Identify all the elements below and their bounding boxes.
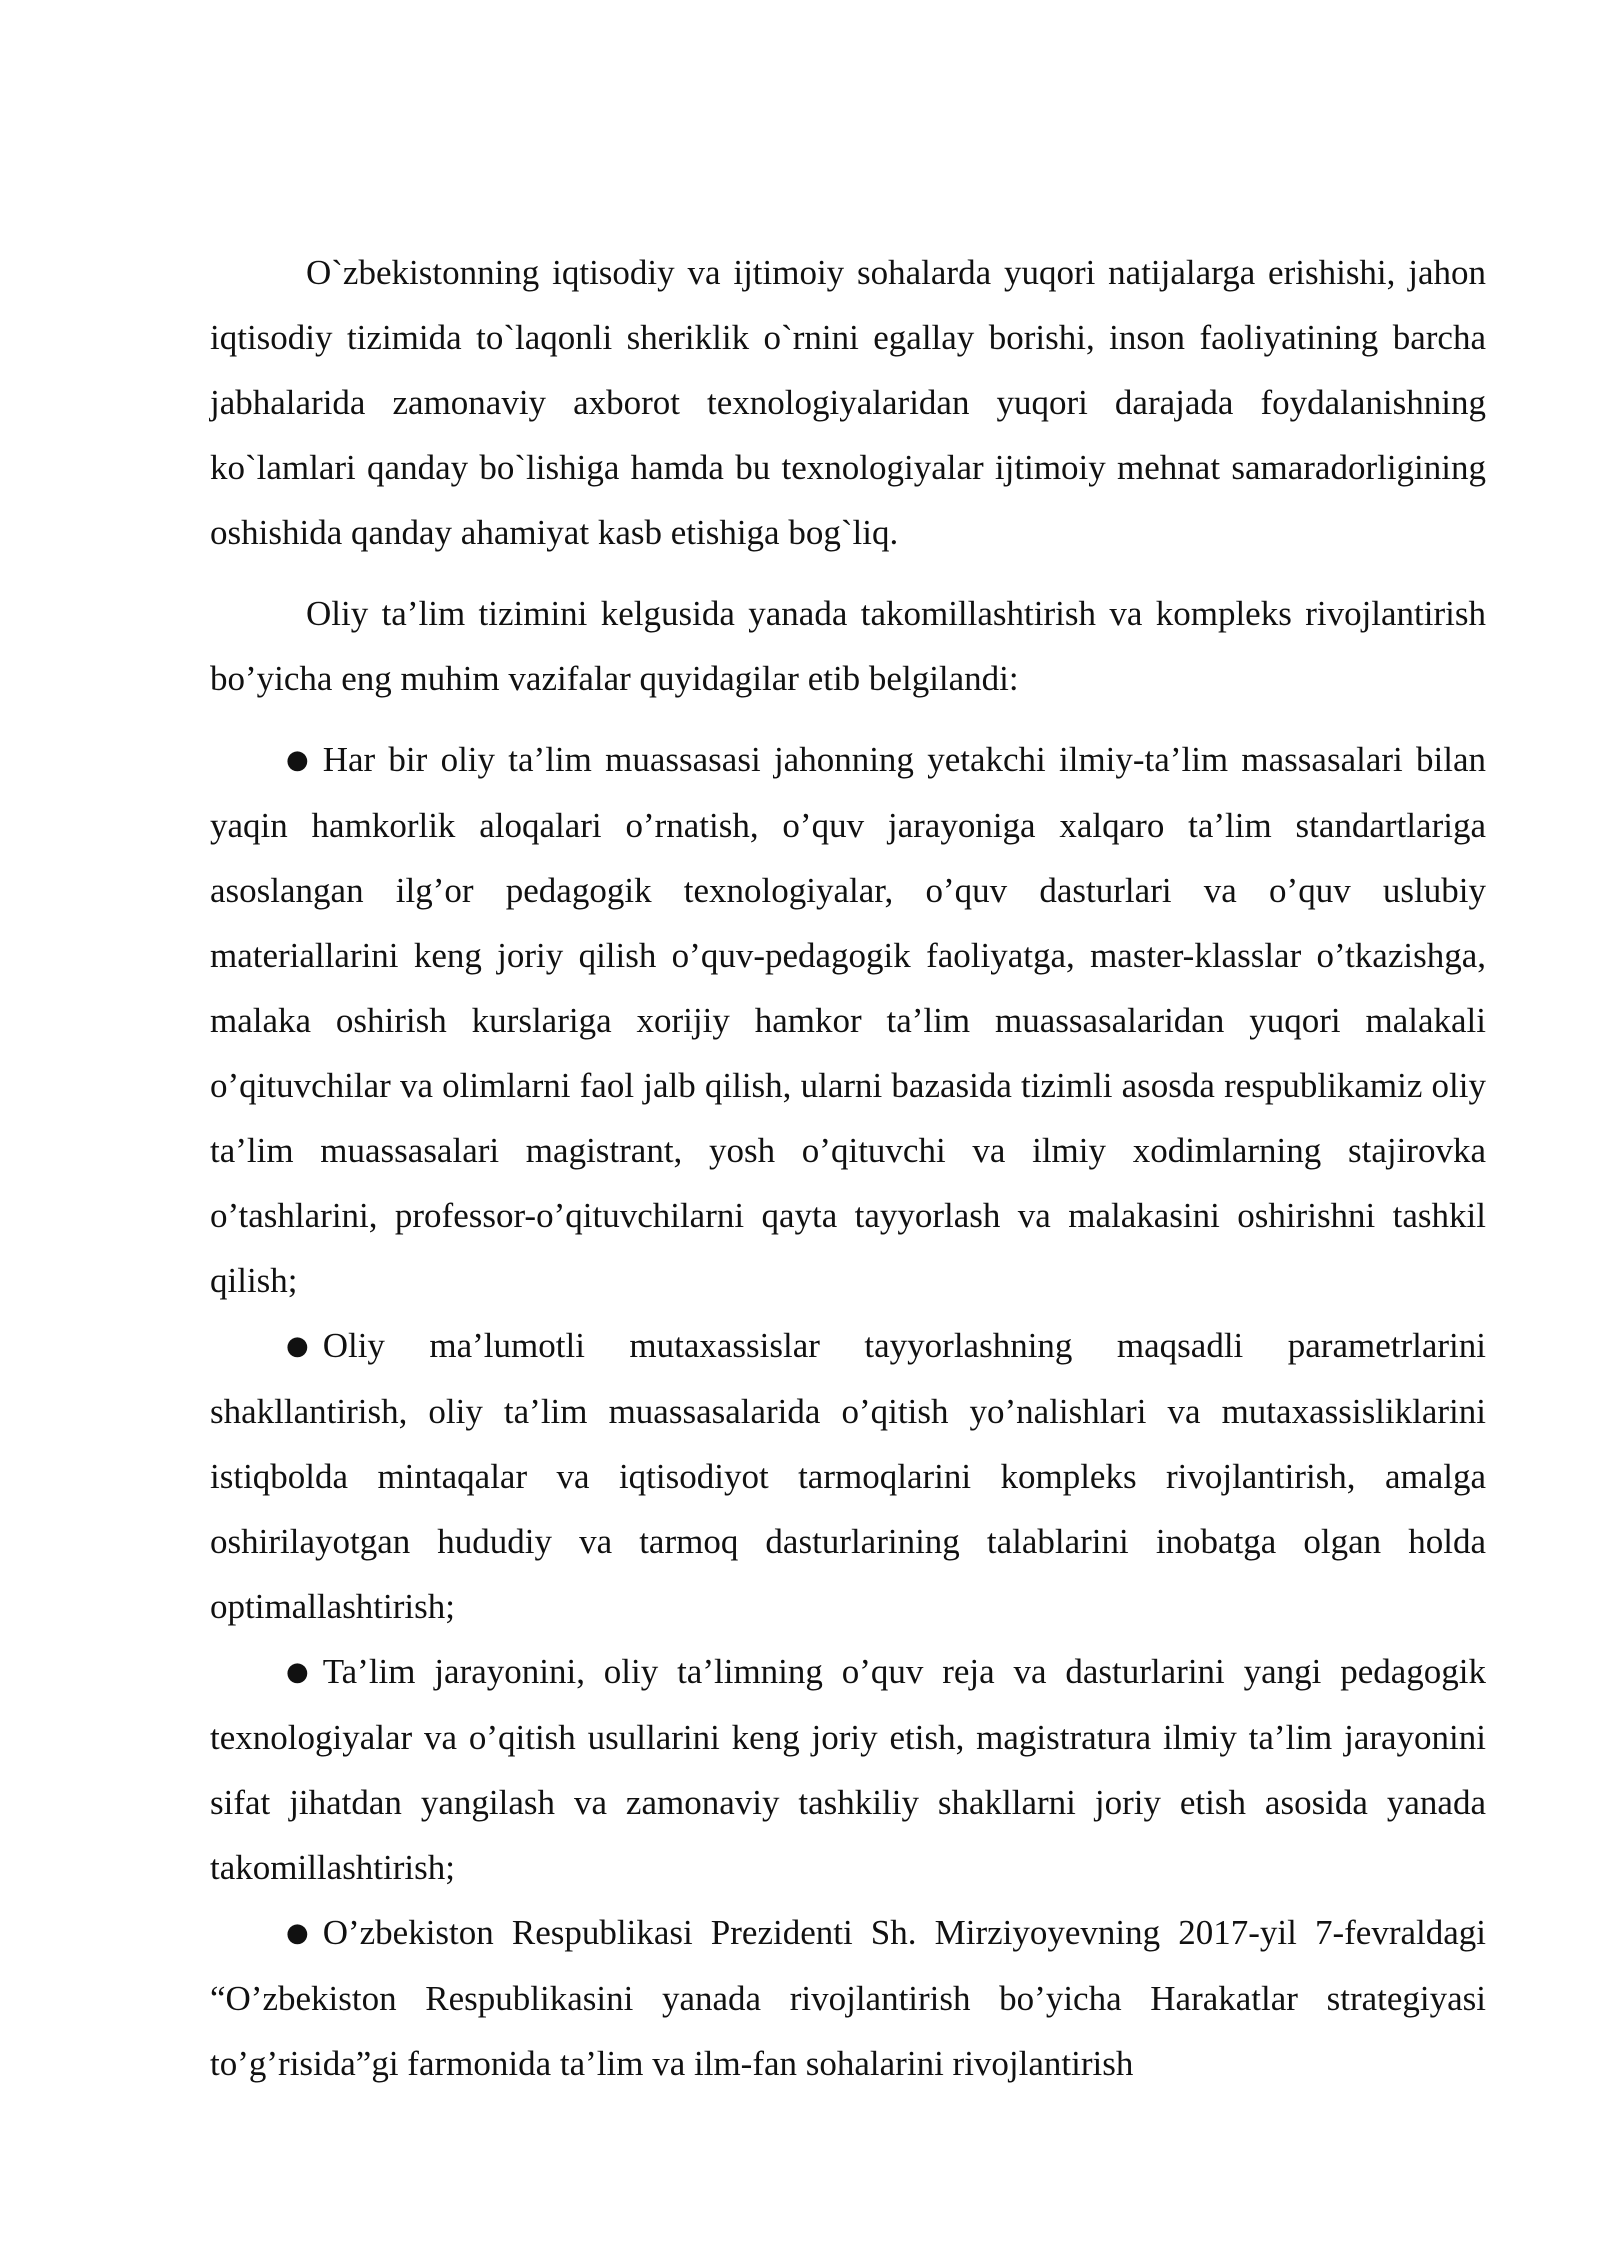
paragraph-intro: O`zbekistonning iqtisodiy va ijtimoiy sohalarda yuqori natijalarga erishishi, jahon iqtisodiy tizimida to`laqonli sheriklik o`rnini egallay borishi, inson faoliyatining barcha jabhalarida zamonaviy axborot texnologiyalaridan yuqori darajada foydalanishning ko`lamlari qanday bo`lishiga hamda bu texnologiyalar ijtimoiy mehnat samaradorligining oshishida qanday ahamiyat kasb etishiga bog`liq. bbox=[210, 253, 1486, 552]
list-item bbox=[210, 1313, 1486, 1639]
task-list bbox=[210, 727, 1486, 2096]
bullet-icon: ● bbox=[286, 1331, 309, 1361]
bullet-icon: ● bbox=[286, 1918, 309, 1948]
bullet-icon: ● bbox=[286, 1657, 309, 1687]
list-item bbox=[210, 727, 1486, 1313]
list-item-text: Oliy ma’lumotli mutaxassislar tayyorlashning maqsadli parametrlarini shakllantirish, oliy ta’lim muassasalarida o’qitish yo’nalishlari va mutaxassisliklarini istiqbolda mintaqalar va iqtisodiyot tarmoqlarini kompleks rivojlantirish, amalga oshirilayotgan hududiy va tarmoq dasturlarining talablarini inobatga olgan holda optimallashtirish; bbox=[210, 1326, 1486, 1626]
list-item bbox=[210, 1900, 1486, 2096]
bullet-icon: ● bbox=[286, 745, 309, 775]
paragraph-tasks-heading: Oliy ta’lim tizimini kelgusida yanada takomillashtirish va kompleks rivojlantirish bo’yicha eng muhim vazifalar quyidagilar etib belgilandi: bbox=[210, 594, 1486, 698]
list-item-text: Har bir oliy ta’lim muassasasi jahonning yetakchi ilmiy-ta’lim massasalari bilan yaqin hamkorlik aloqalari o’rnatish, o’quv jarayoniga xalqaro ta’lim standartlariga asoslangan ilg’or pedagogik texnologiyalar, o’quv dasturlari va o’quv uslubiy materiallarini keng joriy qilish o’quv-pedagogik faoliyatga, master-klasslar o’tkazishga, malaka oshirish kurslariga xorijiy hamkor ta’lim muassasalaridan yuqori malakali o’qituvchilar va olimlarni faol jalb qilish, ularni bazasida tizimli asosda respublikamiz oliy ta’lim muassasalari magistrant, yosh o’qituvchi va ilmiy xodimlarning stajirovka o’tashlarini, professor-o’qituvchilarni qayta tayyorlash va malakasini oshirishni tashkil qilish; bbox=[210, 740, 1486, 1300]
list-item bbox=[210, 1639, 1486, 1900]
list-item-text: O’zbekiston Respublikasi Prezidenti Sh. Mirziyoyevning 2017-yil 7-fevraldagi “O’zbekiston Respublikasini yanada rivojlantirish bo’yicha Harakatlar strategiyasi to’g’risida”gi farmonida ta’lim va ilm-fan sohalarini rivojlantirish bbox=[210, 1913, 1486, 2083]
document-page bbox=[210, 240, 1486, 2096]
list-item-text: Ta’lim jarayonini, oliy ta’limning o’quv reja va dasturlarini yangi pedagogik texnologiyalar va o’qitish usullarini keng joriy etish, magistratura ilmiy ta’lim jarayonini sifat jihatdan yangilash va zamonaviy tashkiliy shakllarni joriy etish asosida yanada takomillashtirish; bbox=[210, 1652, 1486, 1887]
